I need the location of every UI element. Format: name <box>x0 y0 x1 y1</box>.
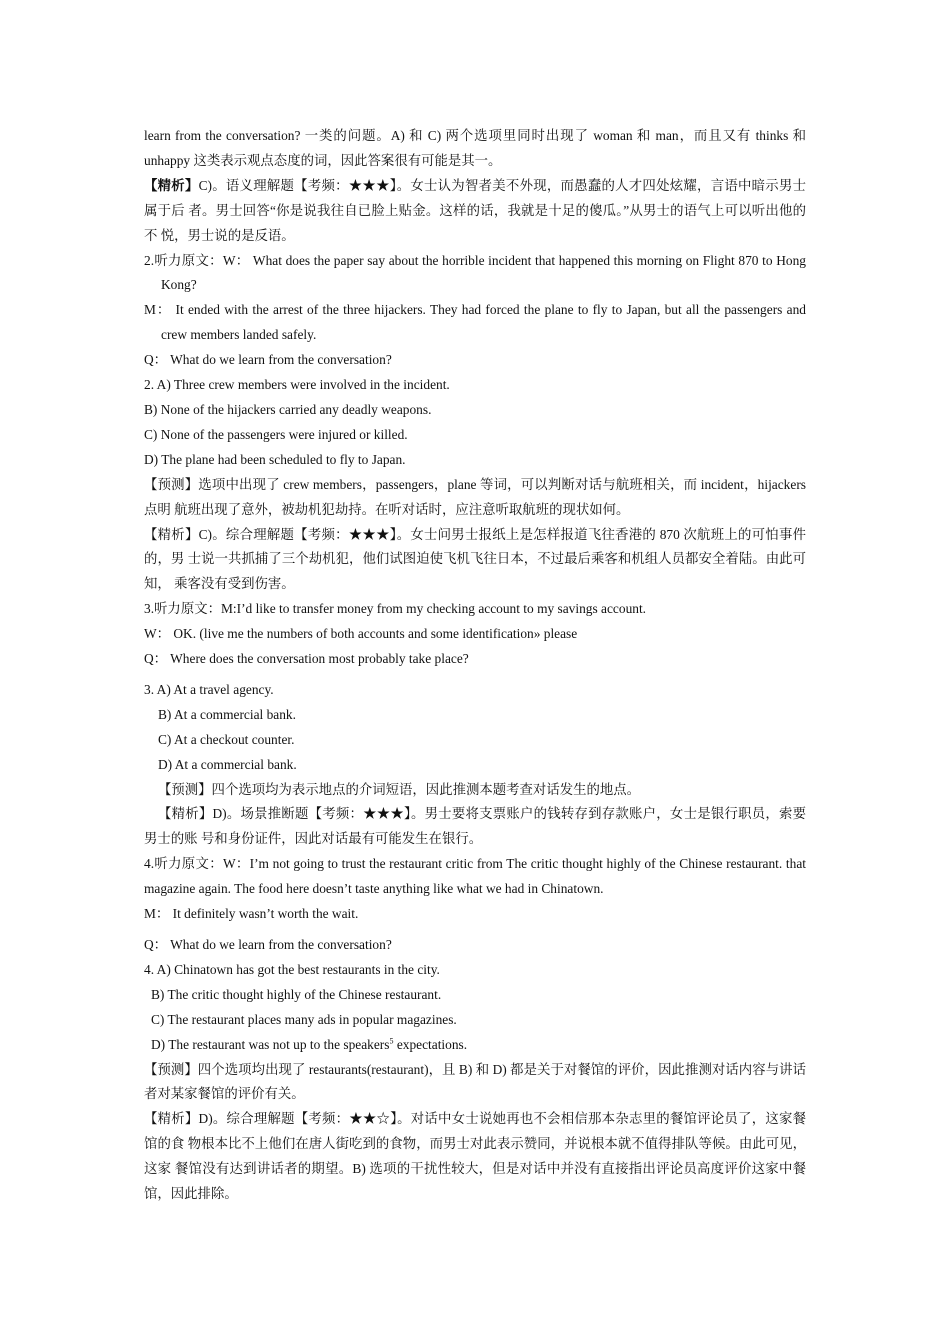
q2-option-a: 2. A) Three crew members were involved in the incident. <box>144 377 450 393</box>
q3-transcript-woman: W： OK. (live me the numbers of both accounts and some identification» please <box>144 626 578 642</box>
q3-analysis: 【精析】D)。场景推断题【考频：★★★】。男士要将支票账户的钱转存到存款账户，女士是银行职员，索要男士的账 号和身份证件，因此对话最有可能发生在银行。 <box>144 806 806 847</box>
q4-prediction: 【预测】四个选项均出现了 restaurants(restaurant)，且 B) 和 D) 都是关于对餐馆的评价，因此推测对话内容与讲话者对某家餐馆的评价有关。 <box>144 1061 806 1102</box>
q3-option-b: B) At a commercial bank. <box>158 706 296 722</box>
q3-prediction: 【预测】四个选项均为表示地点的介词短语，因此推测本题考查对话发生的地点。 <box>158 781 641 797</box>
q4-option-d-tail: expectations. <box>393 1036 468 1052</box>
q4-option-a: 4. A) Chinatown has got the best restaurants in the city. <box>144 961 440 977</box>
q4-transcript-woman: 4.听力原文：W：I’m not going to trust the restaurant critic from The critic thought highly of the Chinese restaurant. that magazine again. The food here doesn’t taste anything like what we had in Chinatown. <box>144 856 806 897</box>
q4-option-d-text: D) The restaurant was not up to the speakers <box>151 1036 390 1052</box>
q3-question: Q： Where does the conversation most probably take place? <box>144 651 469 667</box>
q3-option-d: D) At a commercial bank. <box>158 756 297 772</box>
document-body <box>144 124 806 1207</box>
q4-option-b: B) The critic thought highly of the Chinese restaurant. <box>151 986 442 1002</box>
q2-analysis: 【精析】C)。综合理解题【考频：★★★】。女士问男士报纸上是怎样报道飞往香港的 870 次航班上的可怕事件的，男 士说一共抓捕了三个劫机犯，他们试图迫使飞机飞往日本，不过最后乘客和机组人员都安全着陆。由此可知， 乘客没有受到伤害。 <box>144 526 806 592</box>
q4-option-c: C) The restaurant places many ads in popular magazines. <box>151 1011 457 1027</box>
q4-option-d <box>144 1033 806 1058</box>
q3-option-a: 3. A) At a travel agency. <box>144 681 274 697</box>
analysis-heading: 【精析】 <box>144 177 199 193</box>
paragraph-q1-prediction-tail: learn from the conversation? 一类的问题。A) 和 C) 两个选项里同时出现了 woman 和 man，而且又有 thinks 和 unhappy 这类表示观点态度的词，因此答案很有可能是其一。 <box>144 128 806 168</box>
analysis-text: C)。语义理解题【考频：★★★】。女士认为智者美不外现，而愚蠢的人才四处炫耀，言语中暗示男士属于后 者。男士回答“你是说我往自已脸上贴金。这样的话，我就是十足的傻瓜。”从男士的语气上可以听出他的不 悦，男士说的是反语。 <box>144 177 806 243</box>
q2-transcript-woman: 2.听力原文：W： What does the paper say about the horrible incident that happened this morning on Flight 870 to Hong Kong? <box>144 252 806 293</box>
q4-question: Q： What do we learn from the conversation? <box>144 937 392 952</box>
q2-option-b: B) None of the hijackers carried any deadly weapons. <box>144 401 432 417</box>
q2-question: Q： What do we learn from the conversation? <box>144 352 392 368</box>
q2-prediction: 【预测】选项中出现了 crew members，passengers，plane 等词，可以判断对话与航班相关，而 incident，hijackers 点明 航班出现了意外，被劫机犯劫持。在听对话时，应注意听取航班的现状如何。 <box>144 476 806 517</box>
q2-option-d: D) The plane had been scheduled to fly to Japan. <box>144 451 406 467</box>
q2-option-c: C) None of the passengers were injured or killed. <box>144 426 408 442</box>
superscript-mark: 5 <box>389 1036 394 1046</box>
q4-transcript-man: M： It definitely wasn’t worth the wait. <box>144 906 359 922</box>
paragraph-q1-analysis <box>144 174 806 249</box>
q3-option-c: C) At a checkout counter. <box>158 731 295 747</box>
q3-transcript-man: 3.听力原文：M:I’d like to transfer money from my checking account to my savings account. <box>144 601 647 617</box>
q2-transcript-man: M： It ended with the arrest of the three hijackers. They had forced the plane to fly to Japan, but all the passengers and crew members landed safely. <box>144 302 806 343</box>
q4-analysis: 【精析】D)。综合理解题【考频：★★☆】。对话中女士说她再也不会相信那本杂志里的餐馆评论员了，这家餐馆的食 物根本比不上他们在唐人街吃到的食物，而男士对此表示赞同，并说根本就不值得排队等候。由此可见，这家 餐馆没有达到讲话者的期望。B) 选项的干扰性较大，但是对话中并没有直接指出评论员高度评价这家中餐馆，因此排除。 <box>144 1111 806 1202</box>
